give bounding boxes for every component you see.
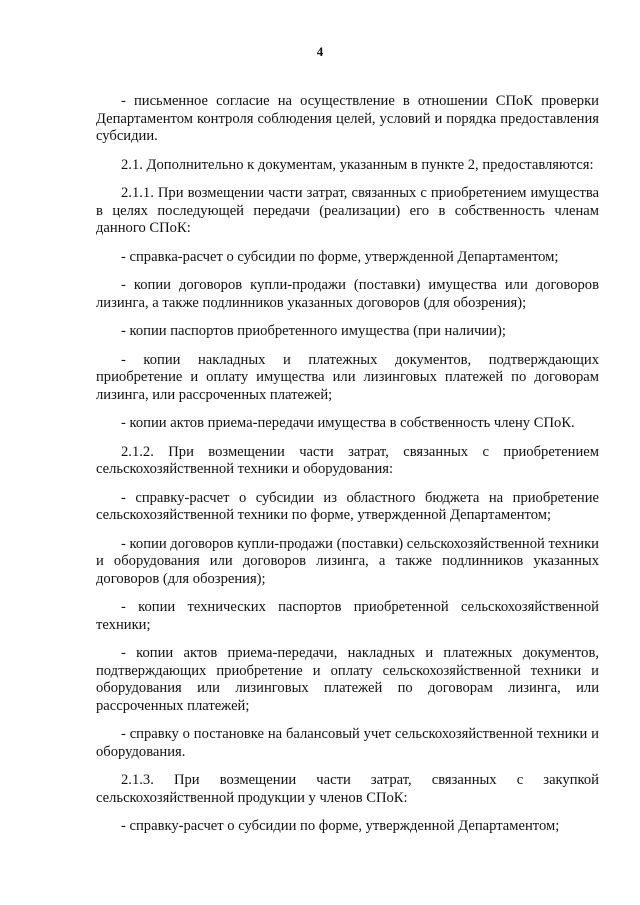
list-item: - копии договоров купли-продажи (поставки) имущества или договоров лизинга, а также подлинников указанных договоров (для обозрения); [96, 277, 599, 311]
document-body [96, 93, 599, 836]
list-item: - справка-расчет о субсидии по форме, утвержденной Департаментом; [121, 248, 559, 265]
paragraph-2-1-2: 2.1.2. При возмещении части затрат, связанных с приобретением сельскохозяйственной техники и оборудования: [96, 443, 599, 477]
list-item: - справку-расчет о субсидии из областного бюджета на приобретение сельскохозяйственной техники по форме, утвержденной Департаментом; [96, 489, 599, 523]
list-item: - копии актов приема-передачи, накладных и платежных документов, подтверждающих приобретение и оплату сельскохозяйственной техники и оборудования или лизинговых платежей по договорам лизинга, или рассроченных платежей; [96, 645, 599, 714]
paragraph-consent: - письменное согласие на осуществление в отношении СПоК проверки Департаментом контроля соблюдения целей, условий и порядка предоставления субсидии. [96, 93, 599, 144]
paragraph-2-1: 2.1. Дополнительно к документам, указанным в пункте 2, предоставляются: [121, 156, 594, 173]
list-item: - справку-расчет о субсидии по форме, утвержденной Департаментом; [121, 818, 560, 834]
list-item: - копии актов приема-передачи имущества в собственность члену СПоК. [121, 415, 575, 431]
list-item: - копии паспортов приобретенного имущества (при наличии); [121, 323, 506, 339]
list-item: - справку о постановке на балансовый учет сельскохозяйственной техники и оборудования. [96, 726, 599, 760]
list-item: - копии накладных и платежных документов, подтверждающих приобретение и оплату имущества или лизинговых платежей по договорам лизинга, или рассроченных платежей; [96, 351, 599, 403]
list-item: - копии технических паспортов приобретенной сельскохозяйственной техники; [96, 599, 599, 633]
page-number: 4 [316, 44, 324, 59]
list-item: - копии договоров купли-продажи (поставки) сельскохозяйственной техники и оборудования или договоров лизинга, а также подлинников указанных договоров (для обозрения); [96, 535, 599, 587]
paragraph-2-1-1: 2.1.1. При возмещении части затрат, связанных с приобретением имущества в целях последующей передачи (реализации) его в собственность членам данного СПоК: [96, 185, 599, 236]
paragraph-2-1-3: 2.1.3. При возмещении части затрат, связанных с закупкой сельскохозяйственной продукции у членов СПоК: [96, 772, 599, 806]
